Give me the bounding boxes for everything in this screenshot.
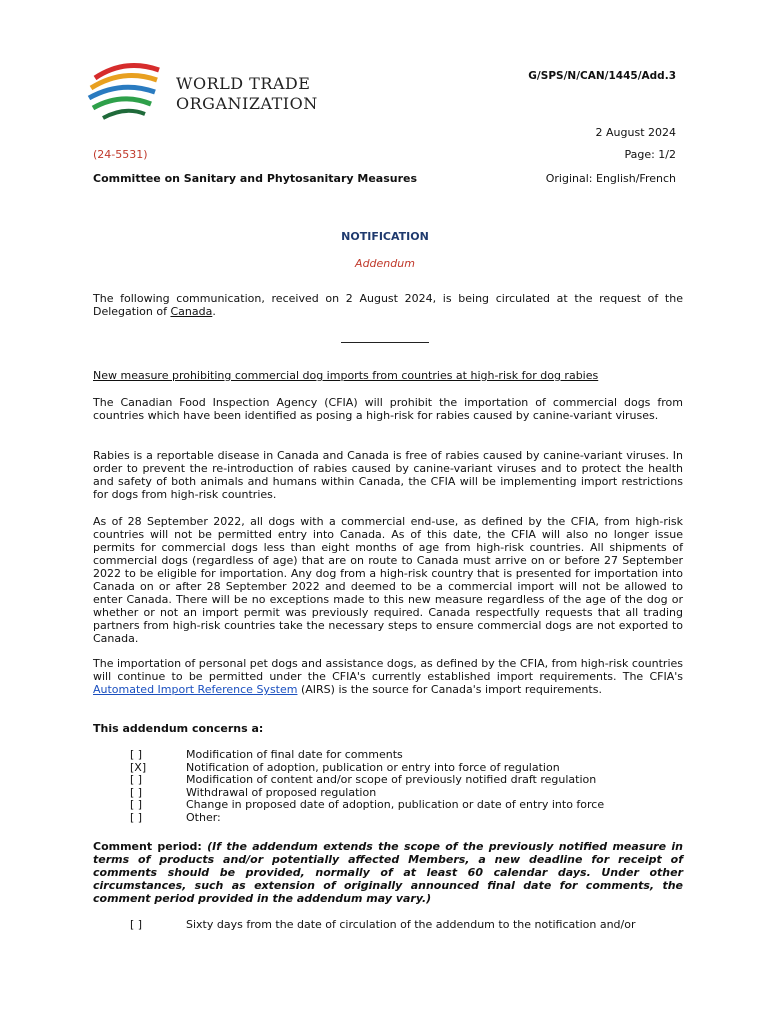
page-title: NOTIFICATION	[341, 230, 429, 243]
paragraph-4	[93, 657, 683, 696]
comment-period-label: Comment period:	[93, 840, 208, 853]
org-line-1: WORLD TRADE	[176, 74, 311, 93]
paragraph-3: As of 28 September 2022, all dogs with a commercial end-use, as defined by the CFIA, from high-risk countries will not be permitted entry into Canada. As of this date, the CFIA will also no longer issue permits for commercial dogs less than eight months of age from high-risk countries. All shipments of commercial dogs (regardless of age) that are on route to Canada must arrive on or before 27 September 2022 to be eligible for importation. Any dog from a high-risk country that is presented for importation into Canada on or after 28 September 2022 and deemed to be a commercial import will not be allowed to enter Canada. There will be no exceptions made to this new measure regardless of the age of the dog or whether or not an import permit was previously required. Canada respectfully requests that all trading partners from high-risk countries take the necessary steps to ensure commercial dogs are not exported to Canada.	[93, 515, 683, 645]
org-line-2: ORGANIZATION	[176, 94, 318, 113]
measure-title: New measure prohibiting commercial dog imports from countries at high-risk for dog rabies	[93, 369, 599, 382]
checkbox-marker[interactable]: [ ]	[130, 810, 143, 824]
intro-paragraph	[93, 292, 683, 318]
paragraph-2: Rabies is a reportable disease in Canada and Canada is free of rabies caused by canine-variant viruses. In order to prevent the re-introduction of rabies caused by canine-variant viruses and to protect the health and safety of both animals and humans within Canada, the CFIA will be implementing import restrictions for dogs from high-risk countries.	[93, 449, 683, 501]
checklist-label: Notification of adoption, publication or entry into force of regulation	[186, 760, 560, 774]
page-subtitle: Addendum	[355, 257, 415, 270]
checklist-label: Change in proposed date of adoption, publication or date of entry into force	[186, 798, 605, 812]
checkbox-marker[interactable]: [ ]	[130, 785, 143, 799]
committee-name: Committee on Sanitary and Phytosanitary Measures	[93, 172, 418, 185]
document-date: 2 August 2024	[595, 126, 676, 139]
last-option	[130, 919, 690, 932]
original-language: Original: English/French	[545, 172, 676, 185]
checklist-label: Sixty days from the date of circulation of the addendum to the notification and/or	[186, 918, 636, 931]
checkbox-marker[interactable]: [ ]	[130, 798, 143, 812]
checklist-label: Other:	[186, 810, 221, 824]
checkbox-marker[interactable]: [ ]	[130, 748, 143, 761]
checklist-label: Modification of content and/or scope of previously notified draft regulation	[186, 773, 597, 787]
document-reference: G/SPS/N/CAN/1445/Add.3	[528, 70, 676, 82]
checklist-item	[130, 749, 690, 762]
comment-period	[93, 840, 683, 905]
checklist-label: Modification of final date for comments	[186, 748, 403, 761]
wto-logo-icon	[85, 58, 165, 128]
concerns-heading: This addendum concerns a:	[93, 722, 264, 735]
paragraph-1: The Canadian Food Inspection Agency (CFIA) will prohibit the importation of commercial dogs from countries which have been identified as posing a high-risk for rabies caused by canine-variant viruses.	[93, 396, 683, 422]
checkbox-marker[interactable]: [ ]	[130, 773, 143, 787]
checklist-label: Withdrawal of proposed regulation	[186, 785, 377, 799]
intro-end: .	[212, 305, 216, 318]
separator-line	[341, 342, 429, 343]
document-number: (24-5531)	[93, 148, 148, 161]
checklist-item	[130, 812, 690, 825]
checklist-item	[130, 919, 690, 932]
comment-period-text: (If the addendum extends the scope of the previously notified measure in terms of products and/or potentially affected Members, a new deadline for receipt of comments should be provided, normally of at least 60 calendar days. Under other circumstances, such as extension of originally announced final date for comments, the comment period provided in the addendum may vary.)	[93, 840, 684, 905]
concerns-checklist	[130, 749, 690, 825]
checkbox-marker[interactable]: [ ]	[130, 918, 143, 931]
airs-link[interactable]: Automated Import Reference System	[93, 683, 298, 696]
page-indicator: Page: 1/2	[624, 148, 676, 161]
pet-text-end: (AIRS) is the source for Canada's import requirements.	[297, 683, 602, 696]
pet-text: The importation of personal pet dogs and assistance dogs, as defined by the CFIA, from high-risk countries will continue to be permitted under the CFIA's currently established import requirements. The CFIA's	[93, 657, 683, 683]
intro-text: The following communication, received on 2 August 2024, is being circulated at the request of the Delegation of	[93, 292, 683, 318]
checkbox-marker[interactable]: [X]	[130, 760, 147, 774]
organization-name	[176, 74, 318, 114]
checklist-item	[130, 774, 690, 787]
intro-country: Canada	[170, 305, 213, 318]
